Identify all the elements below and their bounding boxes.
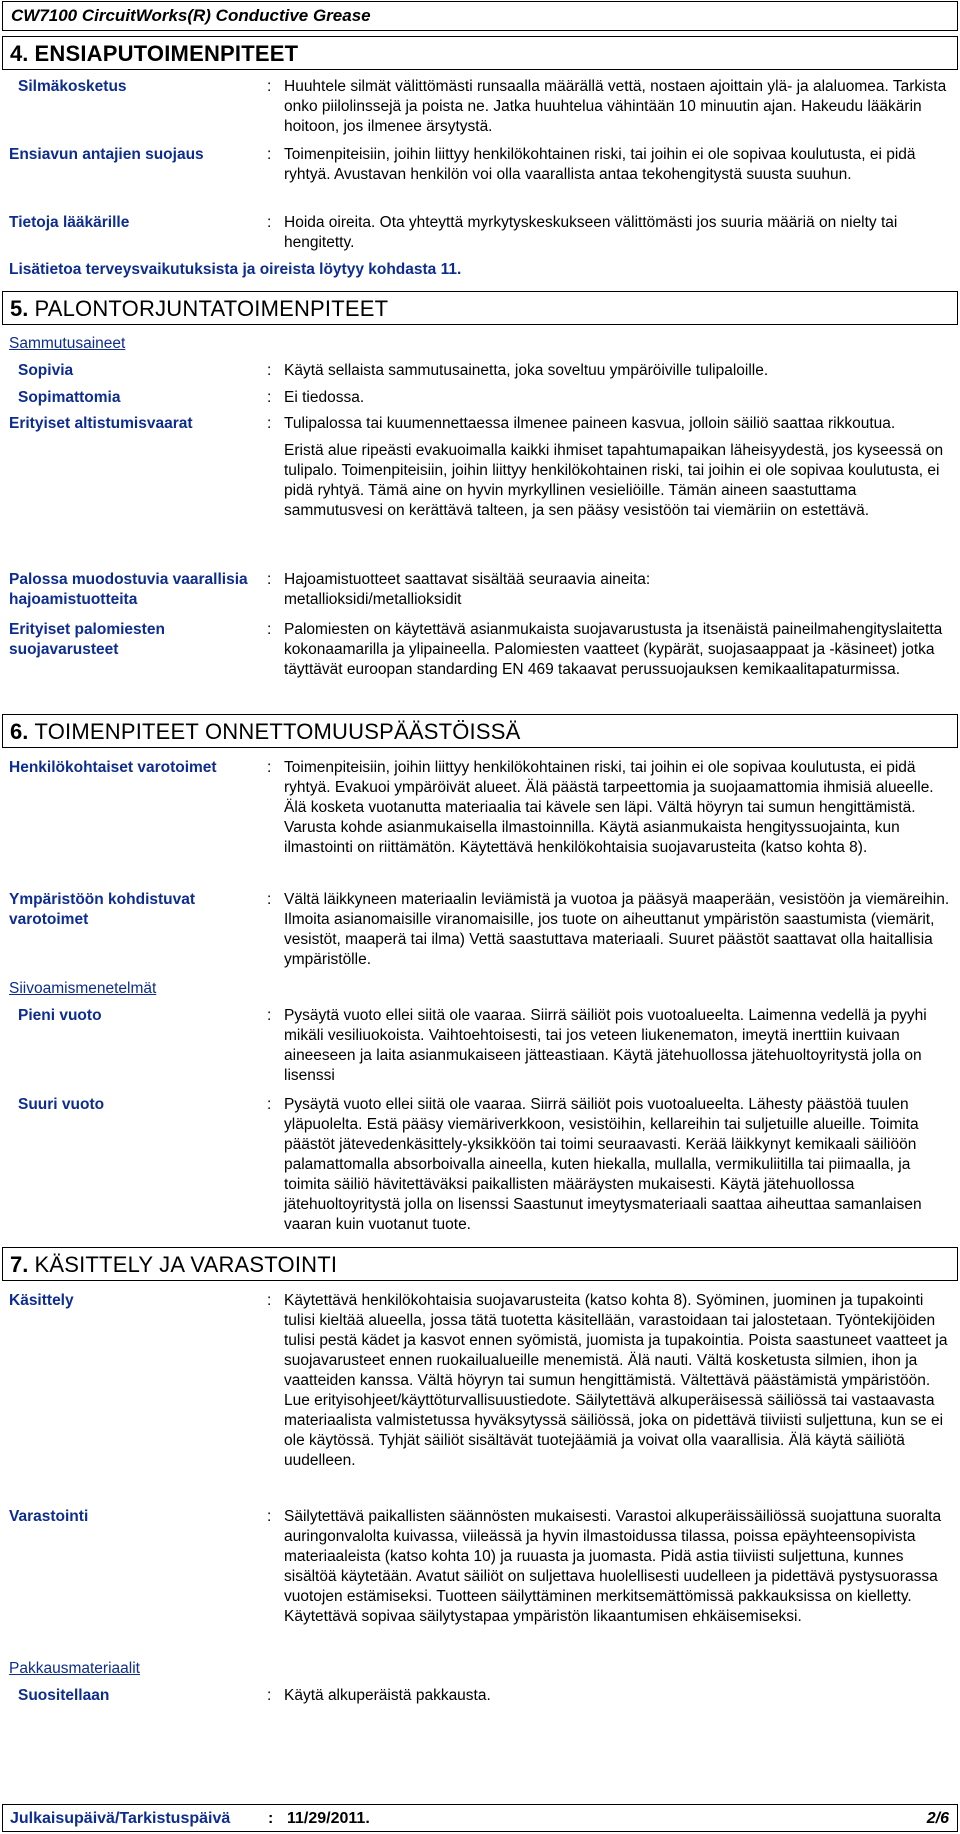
field-label: Henkilökohtaiset varotoimet (9, 759, 217, 776)
section-number: 6. (10, 719, 29, 744)
field-value: Ei tiedossa. (284, 389, 365, 406)
footer-label: Julkaisupäivä/Tarkistuspäivä (10, 1810, 231, 1827)
subsection-heading: Siivoamismenetelmät (9, 980, 157, 997)
field-value: Säilytettävä paikallisten säännösten mukaisesti. Varastoi alkuperäissäiliössä suojattuna suoralta auringonvalolta kuivassa, viileässä ja hyvin ilmastoidussa tilassa, poissa epäyhteensopivista materiaaleista (katso kohta 10) ja ruuasta ja juomasta. Pidä astia tiiviisti suljettuna, kunnes sisältöä käytetään. Avatut säiliöt on suljettava huolellisesti uudelleen ja pidettävä pystysuorassa vuotojen estämiseksi. Tuotteen säilyttäminen merkitsemättömissä pakkauksissa on kielletty. Käytettävä sopivaa säilytystapaa ympäristön likaantumisen ehkäisemiseksi. (284, 1508, 942, 1625)
section-4-note: Lisätietoa terveysvaikutuksista ja oireista löytyy kohdasta 11. (9, 261, 462, 278)
field-label: Sopivia (18, 362, 74, 379)
field-label: Tietoja lääkärille (9, 214, 130, 231)
section-title: KÄSITTELY JA VARASTOINTI (34, 1252, 338, 1277)
colon: : (267, 759, 272, 776)
colon: : (267, 1007, 272, 1024)
section-number: 4. (10, 41, 29, 66)
footer-date: 11/29/2011. (287, 1810, 370, 1827)
field-label: Sopimattomia (18, 389, 121, 406)
field-label: Ensiavun antajien suojaus (9, 146, 204, 163)
field-label: Palossa muodostuvia vaarallisia hajoamistuotteita (9, 571, 248, 608)
colon: : (267, 621, 272, 638)
document-footer (2, 1804, 958, 1832)
colon: : (267, 571, 272, 588)
section-number: 7. (10, 1252, 29, 1277)
field-label: Varastointi (9, 1508, 89, 1525)
section-title: ENSIAPUTOIMENPITEET (34, 41, 299, 66)
colon: : (267, 415, 272, 432)
field-value (284, 414, 950, 528)
field-label: Erityiset altistumisvaarat (9, 415, 193, 432)
decomposition-text: Hajoamistuotteet saattavat sisältää seuraavia aineita: (284, 571, 651, 588)
colon: : (267, 1687, 272, 1704)
section-title: PALONTORJUNTATOIMENPITEET (34, 296, 389, 321)
field-value: Käytettävä henkilökohtaisia suojavarusteita (katso kohta 8). Syöminen, juominen ja tupakointi tulisi kieltää alueella, jossa tätä tuotetta käsitellään, varastoidaan tai jalostetaan. Työntekijöiden tulisi pestä kädet ja kasvot ennen syömistä, juomista ja tupakointia. Poista saastuneet vaatteet ja suojavarusteet ennen ruokailualueille menemistä. Älä nauti. Vältä kosketusta silmien, ihon ja vaatteiden kanssa. Vältä höyryn tai sumun hengittämistä. Vältettävä päästämistä ympäristöön. Lue erityisohjeet/käyttöturvallisuustiedote. Säilytettävä alkuperäisessä säiliössä tai vastaavasta materiaalista valmistetussa hyväksytyssä säiliössä, joka on pidettävä tiiviisti suljettuna, kun se ei ole käytössä. Tyhjät säiliöt sisältävät tuotejäämiä ja voivat olla vaarallisia. Älä käytä säiliötä uudelleen. (284, 1292, 948, 1469)
field-value: Toimenpiteisiin, joihin liittyy henkilökohtainen riski, tai joihin ei ole sopivaa koulutusta, ei pidä ryhtyä. Evakuoi ympäröivät alueet. Älä päästä tarpeettomia ja suojaamattomia ihmisiä alueelle. Älä kosketa vuotanutta materiaalia tai kävele sen läpi. Vältä höyryn tai sumun hengittämistä. Varusta kohde asianmukaisella ilmastoinnilla. Käytä asianmukaista hengityssuojainta, kun ilmastointi on riittämätön. Käytettävä henkilökohtaisia suojavarusteita (katso kohta 8). (284, 759, 934, 856)
section-7-heading (2, 1247, 958, 1281)
colon: : (267, 78, 272, 95)
subsection-heading: Pakkausmateriaalit (9, 1660, 140, 1677)
field-value: Huuhtele silmät välittömästi runsaalla määrällä vettä, nostaen ajoittain ylä- ja alaluomea. Tarkista onko piilolinssejä ja poista ne. Jatka huuhtelua vähintään 10 minuutin ajan. Hakeudu lääkärin hoitoon, jos ilmenee ärsytystä. (284, 78, 947, 135)
document-title: CW7100 CircuitWorks(R) Conductive Grease (11, 6, 371, 25)
colon: : (267, 389, 272, 406)
section-4-heading (2, 36, 958, 70)
field-value: Vältä läikkyneen materiaalin leviämistä ja vuotoa ja pääsyä maaperään, vesistöön ja viemäreihin. Ilmoita asianomaisille viranomaisille, jos tuote on aiheuttanut ympäristön saastumista (viemärit, vesistöt, maaperä tai ilma) Vettä saastuttava materiaali. Suuret päästöt saattavat olla haitallisia ympäristölle. (284, 891, 950, 968)
field-value: Käytä sellaista sammutusainetta, joka soveltuu ympäröiville tulipaloille. (284, 362, 769, 379)
colon: : (268, 1810, 274, 1827)
colon: : (267, 1292, 272, 1309)
field-value: Hoida oireita. Ota yhteyttä myrkytyskeskukseen välittömästi jos suuria määriä on nielty tai hengitetty. (284, 214, 898, 251)
document-header (2, 1, 958, 31)
field-value: Käytä alkuperäistä pakkausta. (284, 1687, 491, 1704)
colon: : (267, 1508, 272, 1525)
hazard-paragraph-2: Eristä alue ripeästi evakuoimalla kaikki ihmiset tapahtumapaikan läheisyydestä, jos kyseessä on tulipalo. Toimenpiteisiin, joihin liittyy henkilökohtainen riski, tai joihin ei ole sopivaa koulutusta, ei pidä ryhtyä. Tämä aine on hyvin myrkyllinen vesieliöille. Tämän aineen saastuttama sammutusvesi on kerättävä talteen, ja sen pääsy vesistöön tai viemäriin on estettävä. (284, 442, 944, 519)
field-label: Ympäristöön kohdistuvat varotoimet (9, 891, 196, 928)
section-title: TOIMENPITEET ONNETTOMUUSPÄÄSTÖISSÄ (34, 719, 521, 744)
hazard-paragraph-1: Tulipalossa tai kuumennettaessa ilmenee paineen kasvua, jolloin säiliö saattaa rikkoutua. (284, 415, 896, 432)
field-label: Käsittely (9, 1292, 74, 1309)
colon: : (267, 214, 272, 231)
colon: : (267, 1096, 272, 1113)
field-label: Suositellaan (18, 1687, 110, 1704)
colon: : (267, 891, 272, 908)
subsection-heading: Sammutusaineet (9, 335, 126, 352)
field-label: Pieni vuoto (18, 1007, 102, 1024)
section-5-heading (2, 291, 958, 325)
field-label: Erityiset palomiesten suojavarusteet (9, 621, 165, 658)
field-value (284, 570, 950, 610)
field-value: Pysäytä vuoto ellei siitä ole vaaraa. Siirrä säiliöt pois vuotoalueelta. Laimenna vedellä ja pyyhi mikäli vesiliuokoista. Vaihtoehtoisesti, tai jos veteen liukenematon, imeytä inerttiin kuivaan aineeseen ja laita asianmukaiseen jätteastiaan. Käytä jätehuollossa jätehuoltoyritystä jolla on lisenssi (284, 1007, 927, 1084)
field-value: Toimenpiteisiin, joihin liittyy henkilökohtainen riski, tai joihin ei ole sopivaa koulutusta, ei pidä ryhtyä. Avustavan henkilön voi olla vaarallista antaa tekohengitystä suusta suuhun. (284, 146, 916, 183)
page-number: 2/6 (926, 1810, 949, 1827)
colon: : (267, 146, 272, 163)
decomposition-products: metallioksidi/metallioksidit (284, 591, 462, 608)
section-number: 5. (10, 296, 29, 321)
colon: : (267, 362, 272, 379)
field-value: Palomiesten on käytettävä asianmukaista suojavarustusta ja itsenäistä paineilmahengityslaitetta kokonaamarilla ja ylipaineella. Palomiesten vaatteet (kypärät, suojasaappaat ja -käsineet) jotka täyttävät euroopan standarding EN 469 takaavat perussuojauksen kemikaalitapaturmissa. (284, 621, 943, 678)
field-label: Silmäkosketus (18, 78, 127, 95)
field-label: Suuri vuoto (18, 1096, 105, 1113)
field-value: Pysäytä vuoto ellei siitä ole vaaraa. Siirrä säiliöt pois vuotoalueelta. Lähesty päästöä tuulen yläpuolelta. Estä pääsy viemäriverkkoon, vesistöihin, kellareihin tai suljetuille alueille. Toimita päästöt jätevedenkäsittely-yksikköön tai toimi seuraavasti. Kerää läikkynyt kemikaali säiliöön palamattomalla absorboivalla aineella, kuten hiekalla, mullalla, vermikuliitilla tai piimaalla, ja toimita säiliö hävitettäväksi paikallisten määräysten mukaisesti. Käytä jätehuollossa jätehuoltoyritystä jolla on lisenssi Saastunut imeytysmateriaali saattaa aiheuttaa samanlaisen vaaran kuin vuotanut tuote. (284, 1096, 922, 1233)
section-6-heading (2, 714, 958, 748)
